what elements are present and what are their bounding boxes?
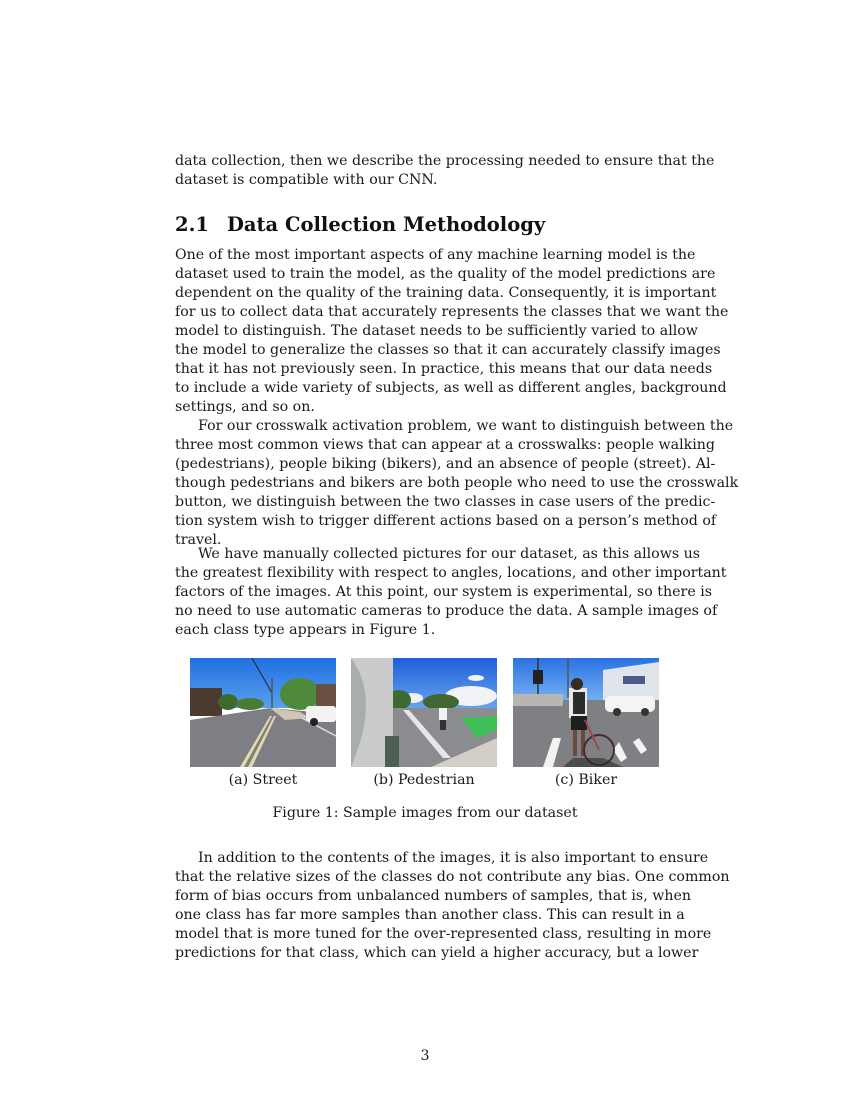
text-line: dataset is compatible with our CNN.	[175, 172, 438, 189]
section-title: Data Collection Methodology	[227, 213, 546, 236]
text-line: dataset used to train the model, as the quality of the model predictions are	[175, 266, 716, 283]
text-line: the model to generalize the classes so that it can accurately classify images	[175, 342, 721, 359]
paragraph-2	[175, 417, 739, 550]
text-line: the greatest flexibility with respect to angles, locations, and other important	[175, 565, 727, 582]
text-line: (pedestrians), people biking (bikers), and an absence of people (street). Al-	[175, 456, 716, 473]
street-photo	[190, 658, 336, 767]
biker-photo	[513, 658, 659, 767]
text-line: each class type appears in Figure 1.	[175, 622, 436, 639]
section-number: 2.1	[175, 213, 209, 236]
text-line: predictions for that class, which can yield a higher accuracy, but a lower	[175, 945, 699, 962]
paragraph-4	[175, 849, 730, 963]
text-line: tion system wish to trigger different actions based on a person’s method of	[175, 513, 717, 530]
text-line: model that is more tuned for the over-represented class, resulting in more	[175, 926, 712, 943]
text-line: For our crosswalk activation problem, we want to distinguish between the	[198, 418, 734, 434]
text-line: one class has far more samples than another class. This can result in a	[175, 907, 685, 924]
section-heading	[175, 213, 545, 236]
street-image	[190, 658, 336, 767]
paragraph-3	[175, 545, 727, 640]
text-line: settings, and so on.	[175, 399, 315, 416]
text-line: dependent on the quality of the training data. Consequently, it is important	[175, 285, 717, 302]
subfigure-caption-pedestrian: (b) Pedestrian	[373, 772, 475, 788]
text-line: model to distinguish. The dataset needs to be sufficiently varied to allow	[175, 323, 698, 340]
text-line: to include a wide variety of subjects, as well as different angles, background	[175, 380, 727, 397]
text-line: data collection, then we describe the processing needed to ensure that the	[175, 153, 715, 169]
subfigure-caption-street: (a) Street	[228, 772, 298, 788]
text-line: that it has not previously seen. In practice, this means that our data needs	[175, 361, 713, 378]
text-line: no need to use automatic cameras to produce the data. A sample images of	[175, 603, 718, 620]
text-line: button, we distinguish between the two classes in case users of the predic-	[175, 494, 716, 511]
text-line: travel.	[175, 532, 222, 549]
page-number: 3	[420, 1048, 430, 1064]
text-line: In addition to the contents of the images, it is also important to ensure	[198, 850, 709, 866]
text-line: form of bias occurs from unbalanced numbers of samples, that is, when	[175, 888, 692, 905]
figure-caption: Figure 1: Sample images from our dataset	[272, 805, 578, 821]
biker-image	[513, 658, 659, 767]
pedestrian-photo	[351, 658, 497, 767]
subfigure-caption-biker: (c) Biker	[554, 772, 618, 788]
text-line: factors of the images. At this point, our system is experimental, so there is	[175, 584, 713, 601]
text-line: for us to collect data that accurately represents the classes that we want the	[175, 304, 729, 321]
figure-1	[0, 658, 850, 768]
text-line: though pedestrians and bikers are both people who need to use the crosswalk	[175, 475, 739, 492]
paragraph-1	[175, 246, 729, 417]
text-line: three most common views that can appear at a crosswalks: people walking	[175, 437, 716, 454]
intro-paragraph	[175, 152, 715, 190]
text-line: One of the most important aspects of any machine learning model is the	[175, 247, 696, 263]
text-line: We have manually collected pictures for our dataset, as this allows us	[198, 546, 701, 562]
text-line: that the relative sizes of the classes do not contribute any bias. One common	[175, 869, 730, 886]
pedestrian-image	[351, 658, 497, 767]
